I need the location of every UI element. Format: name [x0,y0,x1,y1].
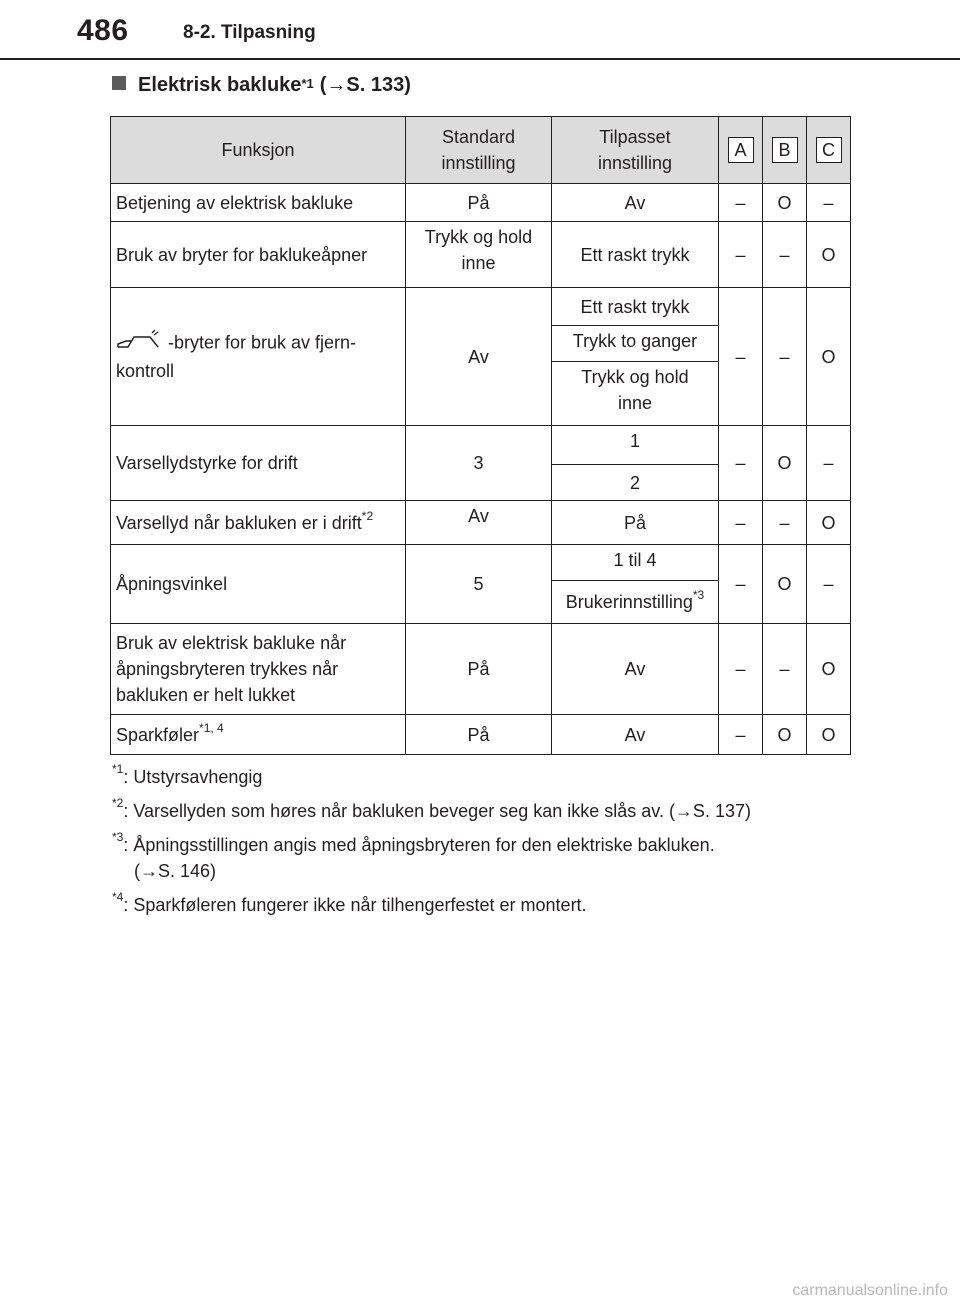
chapter-title: 8-2. Tilpasning [183,22,316,43]
remote-tailgate-icon [116,329,160,358]
header-col-b: B [763,117,807,184]
table-header-row [111,117,851,184]
section-page-ref[interactable]: (→S. 133) [319,74,411,96]
section-title-footnote: *1 [301,76,314,91]
section-heading [112,74,411,97]
table-row: Bruk av bryter for baklukeåpner Trykk og hold inne Ett raskt trykk – – O [111,222,851,288]
header-col-c: C [807,117,851,184]
settings-table [110,116,851,755]
table-row: Varsellyd når bakluken er i drift$^{*2}$ Av På – – O [111,501,851,545]
header-col-a: A [719,117,763,184]
table-row: Brukerinnstilling$^{*3}$ [111,581,851,624]
header-standard: Standard innstilling [406,117,552,184]
table-row: Trykk og hold inne [111,362,851,426]
square-bullet-icon [112,76,126,90]
footnote-item: $^{*2}$: Varsellyden som høres når bakluken beveger seg kan ikke slås av. (→S. 137) [112,796,751,821]
table-row: Trykk to ganger [111,326,851,362]
watermark: carmanualsonline.info [792,1282,948,1299]
table-row: Bruk av elektrisk bakluke når åpningsbryteren trykkes når bakluken er helt lukket På Av – – O [111,624,851,715]
table-row: -bryter for bruk av fjern- kontroll Av Ett raskt trykk – – O [111,288,851,326]
footnote-item: $^{*3}$: Åpningsstillingen angis med åpningsbryteren for den elektriske bakluken. (→S. 146) [112,830,715,881]
footnote-item: $^{*4}$: Sparkføleren fungerer ikke når tilhengerfestet er montert. [112,890,587,915]
table-row: Åpningsvinkel 5 1 til 4 – O – [111,545,851,581]
header-divider [0,58,960,60]
page-number: 486 [77,14,129,47]
footnote-item: $^{*1}$: Utstyrsavhengig [112,762,263,787]
table-row: Sparkføler$^{*1, 4}$ På Av – O O [111,715,851,755]
header-funksjon: Funksjon [111,117,406,184]
table-row: 2 [111,465,851,501]
section-title: Elektrisk bakluke [138,74,302,96]
table-row: Betjening av elektrisk bakluke På Av – O – [111,184,851,222]
page-header [0,0,960,60]
table-row: Varsellydstyrke for drift 3 1 – O – [111,426,851,465]
header-tilpasset: Tilpasset innstilling [552,117,719,184]
footnotes [112,764,852,926]
